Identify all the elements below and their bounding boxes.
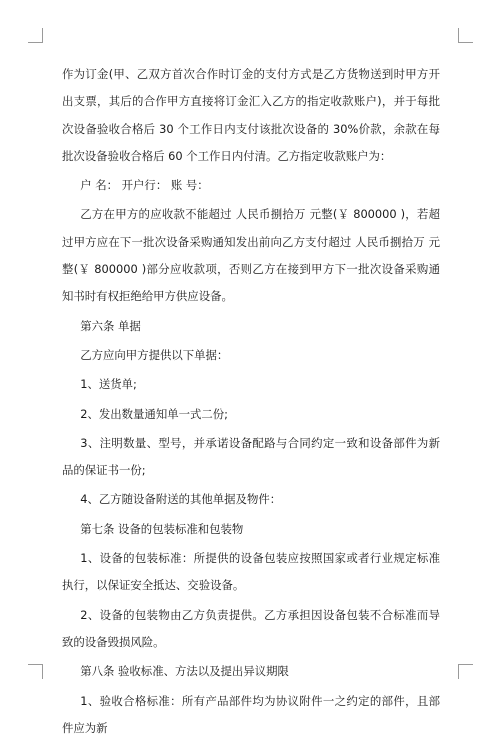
section-heading-article-7: 第七条 设备的包装标准和包装物 (80, 521, 244, 536)
paragraph-packaging-standard: 1、设备的包装标准：所提供的设备包装应按照国家或者行业规定标准执行，以保证安全抵达、交验设备。 (62, 551, 440, 593)
crop-mark-top-left (28, 28, 43, 43)
crop-mark-bottom-right (458, 664, 473, 679)
section-heading-article-6: 第六条 单据 (80, 318, 141, 333)
crop-mark-bottom-left (28, 664, 43, 679)
paragraph-documents-intro: 乙方应向甲方提供以下单据： (80, 347, 229, 362)
list-item-other-documents: 4、乙方随设备附送的其他单据及物件： (80, 492, 282, 507)
paragraph-receivable-limit: 乙方在甲方的应收款不能超过 人民币捌拾万 元整(￥ 800000 )，若超过甲方应在下一批次设备采购通知发出前向乙方支付超过 人民币捌拾万 元整(￥ 800000 )部分应收款项，否则乙方在接到甲方下一批次设备采购通知书时有权拒绝给甲方供应设备。 (62, 207, 440, 304)
paragraph-account-info: 户 名： 开户行： 账 号： (80, 178, 209, 193)
paragraph-packaging-supply: 2、设备的包装物由乙方负责提供。乙方承担因设备包装不合标准而导致的设备毁损风险。 (62, 607, 440, 649)
section-heading-article-8: 第八条 验收标准、方法以及提出异议期限 (80, 664, 289, 679)
crop-mark-top-right (458, 28, 473, 43)
list-item-quantity-notice: 2、发出数量通知单一式二份; (80, 406, 229, 421)
list-item-delivery-note: 1、送货单; (80, 377, 137, 392)
list-item-guarantee: 3、注明数量、型号，并承诺设备配路与合同约定一致和设备部件为新品的保证书一份; (62, 435, 440, 478)
paragraph-acceptance-standard: 1、验收合格标准：所有产品部件均为协议附件一之约定的部件，且部件应为新 (62, 693, 440, 735)
document-body (62, 61, 440, 742)
paragraph-payment-terms: 作为订金(甲、乙双方首次合作时订金的支付方式是乙方货物送到时甲方开出支票，其后的合作甲方直接将订金汇入乙方的指定收款账户)，并于每批次设备验收合格后 30 个工作日内支付该批次设备的 30%价款，余款在每批次设备验收合格后 60 个工作日内付清。乙方指定收款账户为： (62, 67, 440, 163)
